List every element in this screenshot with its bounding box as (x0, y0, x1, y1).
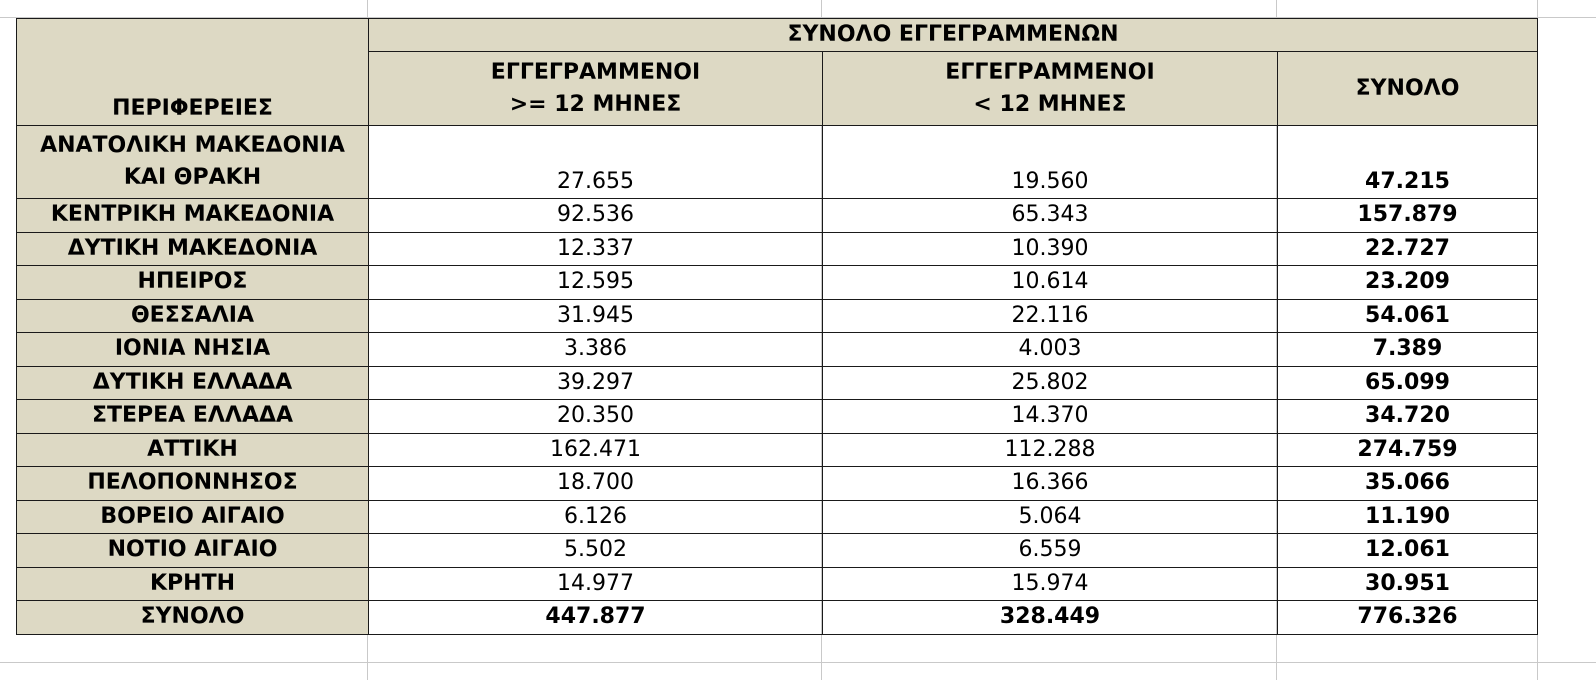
unemployment-table (16, 18, 1538, 635)
totals-ge12: 447.877 (369, 601, 823, 635)
value-ge12: 5.502 (369, 534, 823, 568)
value-total: 7.389 (1278, 333, 1538, 367)
table-row (17, 299, 1538, 333)
value-lt12: 65.343 (823, 199, 1278, 233)
value-lt12: 6.559 (823, 534, 1278, 568)
value-lt12: 5.064 (823, 500, 1278, 534)
value-ge12: 92.536 (369, 199, 823, 233)
region-cell: ΙΟΝΙΑ ΝΗΣΙΑ (17, 333, 369, 367)
table-row (17, 333, 1538, 367)
value-lt12: 25.802 (823, 366, 1278, 400)
value-lt12: 19.560 (823, 126, 1278, 199)
region-cell: ΔΥΤΙΚΗ ΕΛΛΑΔΑ (17, 366, 369, 400)
region-cell: ΚΡΗΤΗ (17, 567, 369, 601)
value-lt12: 16.366 (823, 467, 1278, 501)
region-cell: ΑΤΤΙΚΗ (17, 433, 369, 467)
header-col-ge12-line2: >= 12 ΜΗΝΕΣ (509, 91, 682, 117)
value-ge12: 39.297 (369, 366, 823, 400)
region-line2: ΚΑΙ ΘΡΑΚΗ (123, 165, 262, 190)
value-ge12: 3.386 (369, 333, 823, 367)
table-row (17, 126, 1538, 199)
table-row (17, 567, 1538, 601)
value-total: 157.879 (1278, 199, 1538, 233)
header-col-lt12-line1: ΕΓΓΕΓΡΑΜΜΕΝΟΙ (945, 59, 1155, 85)
value-lt12: 15.974 (823, 567, 1278, 601)
header-col-lt12 (823, 52, 1278, 126)
totals-total: 776.326 (1278, 601, 1538, 635)
value-lt12: 112.288 (823, 433, 1278, 467)
value-ge12: 162.471 (369, 433, 823, 467)
region-cell: ΒΟΡΕΙΟ ΑΙΓΑΙΟ (17, 500, 369, 534)
value-ge12: 14.977 (369, 567, 823, 601)
value-lt12: 10.614 (823, 266, 1278, 300)
value-ge12: 27.655 (369, 126, 823, 199)
value-total: 35.066 (1278, 467, 1538, 501)
gridline (0, 662, 1596, 663)
table-row (17, 400, 1538, 434)
value-total: 23.209 (1278, 266, 1538, 300)
table-row (17, 366, 1538, 400)
value-ge12: 12.595 (369, 266, 823, 300)
value-ge12: 31.945 (369, 299, 823, 333)
value-total: 12.061 (1278, 534, 1538, 568)
header-col-ge12-line1: ΕΓΓΕΓΡΑΜΜΕΝΟΙ (490, 59, 701, 85)
table-row (17, 232, 1538, 266)
region-cell: ΗΠΕΙΡΟΣ (17, 266, 369, 300)
table-row (17, 534, 1538, 568)
value-total: 274.759 (1278, 433, 1538, 467)
region-cell: ΔΥΤΙΚΗ ΜΑΚΕΔΟΝΙΑ (17, 232, 369, 266)
header-group-title: ΣΥΝΟΛΟ ΕΓΓΕΓΡΑΜΜΕΝΩΝ (369, 19, 1538, 52)
table-row (17, 199, 1538, 233)
value-total: 11.190 (1278, 500, 1538, 534)
totals-lt12: 328.449 (823, 601, 1278, 635)
value-ge12: 6.126 (369, 500, 823, 534)
value-total: 30.951 (1278, 567, 1538, 601)
value-ge12: 20.350 (369, 400, 823, 434)
value-ge12: 18.700 (369, 467, 823, 501)
header-col-ge12 (369, 52, 823, 126)
value-total: 47.215 (1278, 126, 1538, 199)
header-col-lt12-line2: < 12 ΜΗΝΕΣ (973, 91, 1127, 117)
value-lt12: 14.370 (823, 400, 1278, 434)
value-total: 54.061 (1278, 299, 1538, 333)
header-col-total: ΣΥΝΟΛΟ (1278, 52, 1538, 126)
region-cell: ΘΕΣΣΑΛΙΑ (17, 299, 369, 333)
table-row (17, 433, 1538, 467)
value-lt12: 10.390 (823, 232, 1278, 266)
table-row (17, 266, 1538, 300)
region-cell (17, 126, 369, 199)
totals-label: ΣΥΝΟΛΟ (17, 601, 369, 635)
region-cell: ΝΟΤΙΟ ΑΙΓΑΙΟ (17, 534, 369, 568)
header-regions: ΠΕΡΙΦΕΡΕΙΕΣ (17, 19, 369, 126)
value-ge12: 12.337 (369, 232, 823, 266)
table-row (17, 500, 1538, 534)
region-cell: ΣΤΕΡΕΑ ΕΛΛΑΔΑ (17, 400, 369, 434)
value-lt12: 22.116 (823, 299, 1278, 333)
value-total: 65.099 (1278, 366, 1538, 400)
region-cell: ΠΕΛΟΠΟΝΝΗΣΟΣ (17, 467, 369, 501)
table-row (17, 467, 1538, 501)
region-line1: ΑΝΑΤΟΛΙΚΗ ΜΑΚΕΔΟΝΙΑ (40, 133, 345, 158)
totals-row (17, 601, 1538, 635)
value-total: 34.720 (1278, 400, 1538, 434)
value-total: 22.727 (1278, 232, 1538, 266)
value-lt12: 4.003 (823, 333, 1278, 367)
region-cell: ΚΕΝΤΡΙΚΗ ΜΑΚΕΔΟΝΙΑ (17, 199, 369, 233)
